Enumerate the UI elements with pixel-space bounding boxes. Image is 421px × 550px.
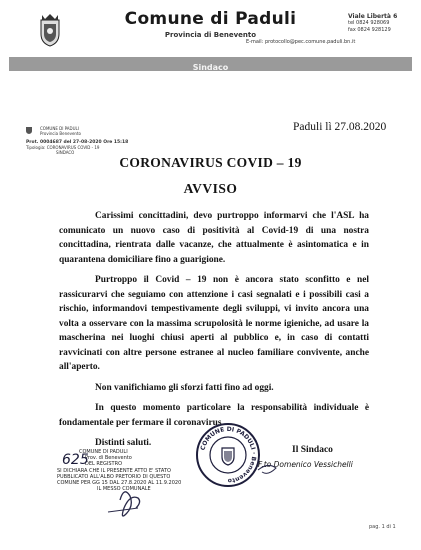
stamp-line: Prov. di Benevento — [85, 455, 132, 462]
protocol-ente: COMUNE DI PADULI — [40, 126, 79, 131]
contact-block — [348, 13, 418, 34]
protocol-stamp — [26, 126, 136, 155]
stamp-line: DEL REGISTRO — [85, 461, 123, 468]
municipal-seal-icon — [195, 422, 261, 488]
telephone: tel 0824 928069 — [348, 20, 390, 26]
paragraph: Purtroppo il Covid – 19 non è ancora stato sconfitto e nel rassicurarvi che seguiamo con attenzione i casi segnalati e i possibili casi a rischio, informandovi tempestivamente degli sviluppi, vi invito ancora una volta a osservare con la massima scrupolosità le norme igieniche, ad usare la mascherina nei luoghi chiusi aperti al pubblico e, in caso di contatti ravvicinati con altre persone estranee al nucleo familiare convivente, anche all'aperto. — [59, 275, 369, 372]
protocol-province: Provincia Benevento — [40, 131, 81, 136]
paragraph: Carissimi concittadini, devo purtroppo informarvi che l'ASL ha comunicato un nuovo caso di positività al Covid-19 di una nostra concittadina, rientrata dalle vacanze, che attualmente è asintomatica e in quarantena domiciliare fino a guarigione. — [59, 211, 369, 265]
registry-number: 625 — [62, 452, 89, 468]
office-label: Sindaco — [192, 63, 229, 72]
stamp-line: SI DICHIARA CHE IL PRESENTE ATTO E' STATO — [57, 467, 171, 474]
document-subtitle: AVVISO — [183, 181, 238, 196]
stamp-line: COMUNE PER GG 15 DAL 27.8.2020 AL 11.9.2020 — [57, 480, 182, 487]
small-crest-icon — [26, 126, 32, 134]
stamp-line: IL MESSO COMUNALE — [97, 486, 151, 493]
office-banner — [9, 57, 412, 71]
address: Viale Libertà 6 — [348, 13, 398, 20]
stamp-line: PUBBLICATO ALL'ALBO PRETORIO DI QUESTO — [57, 473, 171, 480]
protocol-office: SINDACO — [56, 150, 75, 155]
paragraph: In questo momento particolare la responsabilità individuale è fondamentale per fermare il coronavirus. — [59, 403, 369, 428]
fax: fax 0824 928129 — [348, 27, 391, 33]
municipality-title: Comune di Paduli — [124, 9, 297, 29]
protocol-type: Tipologia: CORONAVIRUS COVID - 19 — [26, 145, 100, 150]
paragraph: Non vanifichiamo gli sforzi fatti fino ad oggi. — [95, 382, 274, 393]
stamp-line: COMUNE DI PADULI — [79, 449, 128, 455]
province-subtitle: Provincia di Benevento — [164, 31, 257, 39]
page-number: pag. 1 di 1 — [369, 524, 396, 530]
closing-greeting: Distinti saluti. — [95, 438, 152, 448]
document-title: CORONAVIRUS COVID – 19 — [119, 155, 302, 170]
seal-text: COMUNE DI PADULI · Benevento — [199, 425, 258, 485]
signatory-name: F.to Domenico Vessichelli — [258, 460, 353, 469]
notice-body — [59, 209, 369, 457]
document-date: Paduli lì 27.08.2020 — [293, 121, 387, 133]
signature-title: Il Sindaco — [292, 445, 333, 455]
protocol-number: Prot. 0004687 del 27-08-2020 Ore 15:18 — [26, 140, 129, 145]
email: E-mail: protocollo@pec.comune.paduli.bn.it — [246, 39, 356, 45]
